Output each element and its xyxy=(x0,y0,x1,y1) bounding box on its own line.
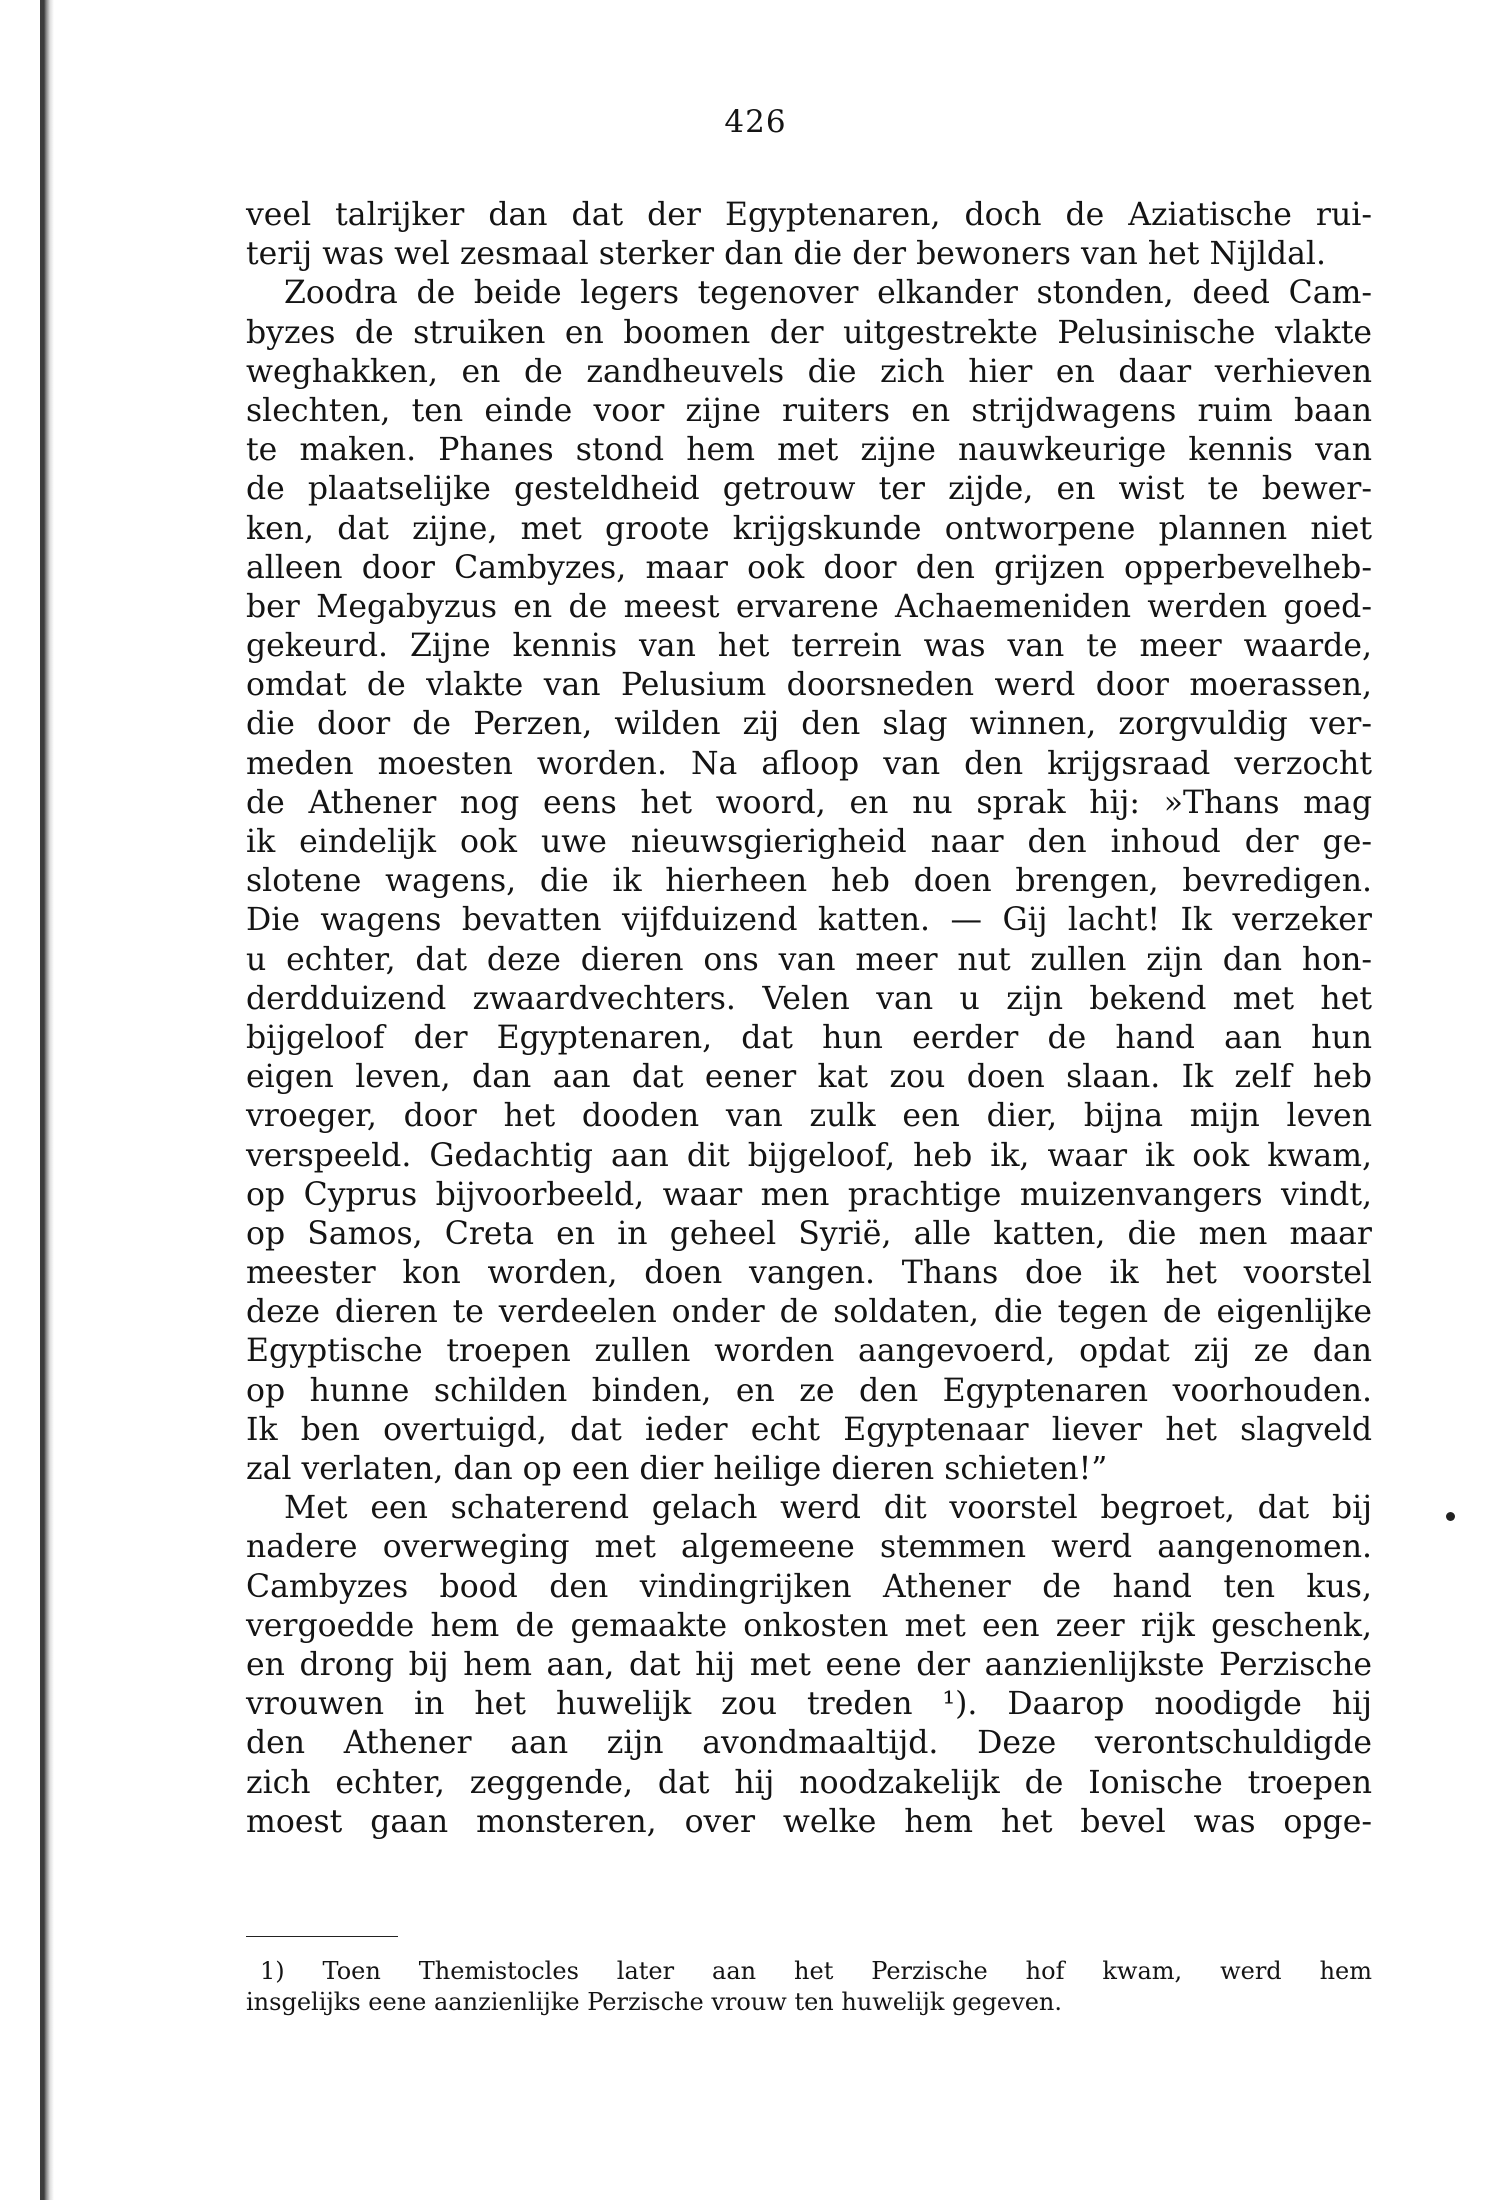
body-line: gekeurd. Zijne kennis van het terrein was van te meer waarde, xyxy=(246,628,1372,665)
body-line: de plaatselijke gesteldheid getrouw ter zijde, en wist te bewer- xyxy=(246,471,1372,508)
body-line: op Cyprus bijvoorbeeld, waar men prachtige muizenvangers vindt, xyxy=(246,1176,1372,1213)
body-line: die door de Perzen, wilden zij den slag winnen, zorgvuldig ver- xyxy=(246,706,1372,743)
scan-binding-edge xyxy=(40,0,54,2200)
body-text xyxy=(246,196,1372,1842)
body-line: Ik ben overtuigd, dat ieder echt Egyptenaar liever het slagveld xyxy=(246,1411,1372,1448)
body-line: en drong bij hem aan, dat hij met eene der aanzienlijkste Perzische xyxy=(246,1646,1372,1683)
body-line: nadere overweging met algemeene stemmen werd aangenomen. xyxy=(246,1529,1372,1566)
body-line: ken, dat zijne, met groote krijgskunde ontworpene plannen niet xyxy=(246,510,1372,547)
body-line: Met een schaterend gelach werd dit voorstel begroet, dat bij xyxy=(284,1490,1372,1527)
body-line: alleen door Cambyzes, maar ook door den grijzen opperbevelheb- xyxy=(246,549,1372,586)
body-line: omdat de vlakte van Pelusium doorsneden werd door moerassen, xyxy=(246,667,1372,704)
body-line: zal verlaten, dan op een dier heilige dieren schieten!” xyxy=(246,1451,1108,1487)
body-line: op Samos, Creta en in geheel Syrië, alle katten, die men maar xyxy=(246,1215,1372,1252)
body-line: zich echter, zeggende, dat hij noodzakelijk de Ionische troepen xyxy=(246,1764,1372,1801)
body-line: Egyptische troepen zullen worden aangevoerd, opdat zij ze dan xyxy=(246,1333,1372,1370)
body-line: byzes de struiken en boomen der uitgestrekte Pelusinische vlakte xyxy=(246,314,1372,351)
body-line: verspeeld. Gedachtig aan dit bijgeloof, heb ik, waar ik ook kwam, xyxy=(246,1137,1372,1174)
body-line: vergoedde hem de gemaakte onkosten met een zeer rijk geschenk, xyxy=(246,1607,1372,1644)
body-line: meester kon worden, doen vangen. Thans doe ik het voorstel xyxy=(246,1255,1372,1292)
body-line: den Athener aan zijn avondmaaltijd. Deze verontschuldigde xyxy=(246,1725,1372,1762)
body-line: vrouwen in het huwelijk zou treden ¹). Daarop noodigde hij xyxy=(246,1686,1372,1723)
page-number: 426 xyxy=(724,104,787,140)
body-line: derdduizend zwaardvechters. Velen van u zijn bekend met het xyxy=(246,980,1372,1017)
body-line: moest gaan monsteren, over welke hem het bevel was opge- xyxy=(246,1803,1372,1840)
body-line: Cambyzes bood den vindingrijken Athener de hand ten kus, xyxy=(246,1568,1372,1605)
body-line: Zoodra de beide legers tegenover elkander stonden, deed Cam- xyxy=(284,275,1372,312)
body-line: slotene wagens, die ik hierheen heb doen brengen, bevredigen. xyxy=(246,863,1372,900)
body-line: meden moesten worden. Na afloop van den krijgsraad verzocht xyxy=(246,745,1372,782)
body-line: terij was wel zesmaal sterker dan die der bewoners van het Nijldal. xyxy=(246,236,1326,273)
body-line: u echter, dat deze dieren ons van meer nut zullen zijn dan hon- xyxy=(246,941,1372,978)
body-line: vroeger, door het dooden van zulk een dier, bijna mijn leven xyxy=(246,1098,1372,1135)
footnote-rule xyxy=(246,1936,398,1937)
body-line: te maken. Phanes stond hem met zijne nauwkeurige kennis van xyxy=(246,432,1372,469)
footnotes xyxy=(246,1956,1372,2018)
body-line: ber Megabyzus en de meest ervarene Achaemeniden werden goed- xyxy=(246,588,1372,625)
footnote-line: insgelijks eene aanzienlijke Perzische vrouw ten huwelijk gegeven. xyxy=(246,1988,1062,2016)
body-line: veel talrijker dan dat der Egyptenaren, doch de Aziatische rui- xyxy=(246,197,1372,233)
margin-ink-dot xyxy=(1446,1512,1455,1521)
body-line: ik eindelijk ook uwe nieuwsgierigheid naar den inhoud der ge- xyxy=(246,824,1372,860)
body-line: bijgeloof der Egyptenaren, dat hun eerder de hand aan hun xyxy=(246,1019,1372,1056)
body-line: eigen leven, dan aan dat eener kat zou doen slaan. Ik zelf heb xyxy=(246,1059,1372,1096)
body-line: de Athener nog eens het woord, en nu sprak hij: »Thans mag xyxy=(246,784,1372,821)
body-line: Die wagens bevatten vijfduizend katten. — Gij lacht! Ik verzeker xyxy=(246,902,1372,939)
body-line: weghakken, en de zandheuvels die zich hier en daar verhieven xyxy=(246,353,1372,390)
body-line: op hunne schilden binden, en ze den Egyptenaren voorhouden. xyxy=(246,1372,1372,1409)
footnote-line: 1) Toen Themistocles later aan het Perzische hof kwam, werd hem xyxy=(260,1957,1372,1985)
body-line: deze dieren te verdeelen onder de soldaten, die tegen de eigenlijke xyxy=(246,1294,1372,1331)
body-line: slechten, ten einde voor zijne ruiters en strijdwagens ruim baan xyxy=(246,392,1372,429)
